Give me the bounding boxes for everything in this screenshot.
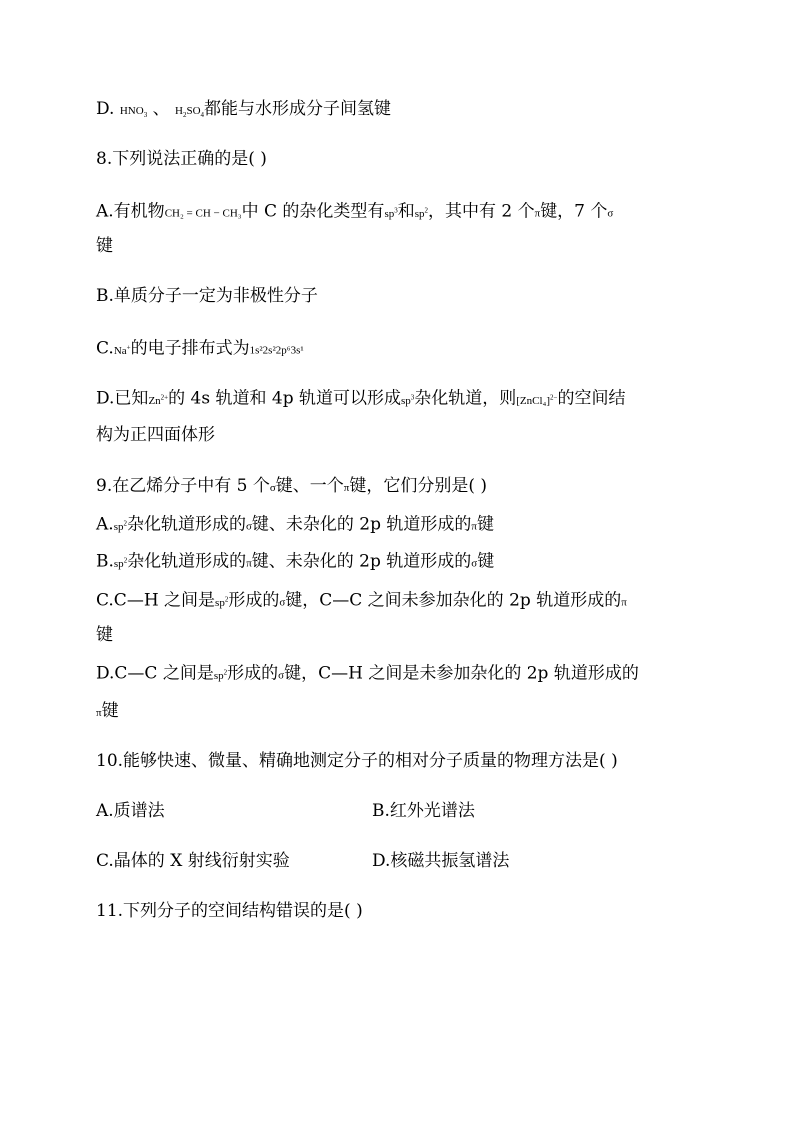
q8-option-c: C.Na+的电子排布式为1s²2s²2p⁶3s¹ xyxy=(96,338,304,359)
q9-option-c-wrap: 键 xyxy=(96,625,113,645)
q10-option-c: C.晶体的 X 射线衍射实验 xyxy=(96,851,290,871)
q9-stem: 9.在乙烯分子中有 5 个σ键、一个π键，它们分别是( ) xyxy=(96,476,488,496)
q8-option-a: A.有机物CH₂ = CH − CH₃中 C 的杂化类型有$sp^3$和$sp^2$，其中有 2 个π键，7 个σ xyxy=(96,201,614,222)
q9-option-d: D.C—C 之间是$sp^2$形成的σ键，C—H 之间是未参加杂化的 2p 轨道形成的 xyxy=(96,663,639,684)
q9-option-c: C.C—H 之间是$sp^2$形成的σ键，C—C 之间未参加杂化的 2p 轨道形成的π xyxy=(96,590,627,611)
q10-stem: 10.能够快速、微量、精确地测定分子的相对分子质量的物理方法是( ) xyxy=(96,751,618,771)
q8-stem: 8.下列说法正确的是( ) xyxy=(96,149,267,169)
q11-stem: 11.下列分子的空间结构错误的是( ) xyxy=(96,901,363,921)
q8-option-d-wrap: 构为正四面体形 xyxy=(96,425,215,445)
q8-option-a-wrap: 键 xyxy=(96,236,113,256)
q10-option-b: B.红外光谱法 xyxy=(372,801,475,821)
q10-option-d: D.核磁共振氢谱法 xyxy=(372,851,510,871)
q8-option-b: B.单质分子一定为非极性分子 xyxy=(96,286,318,306)
q9-option-d-wrap: π键 xyxy=(96,701,119,721)
q10-option-a: A.质谱法 xyxy=(96,801,165,821)
q9-option-b: $B.sp^2$杂化轨道形成的π键、未杂化的 2p 轨道形成的σ键 xyxy=(96,551,495,572)
q7-option-d: D. $HNO_3$ 、 $H_2SO_4$都能与水形成分子间氢键 xyxy=(96,99,392,120)
q8-option-d: D.已知$Zn^{2+}$的 4s 轨道和 4p 轨道可以形成$sp^3$杂化轨道，则[ZnCl₄]$^{2-}$的空间结 xyxy=(96,388,626,409)
q9-option-a: $A.sp^2$杂化轨道形成的σ键、未杂化的 2p 轨道形成的π键 xyxy=(96,514,494,535)
